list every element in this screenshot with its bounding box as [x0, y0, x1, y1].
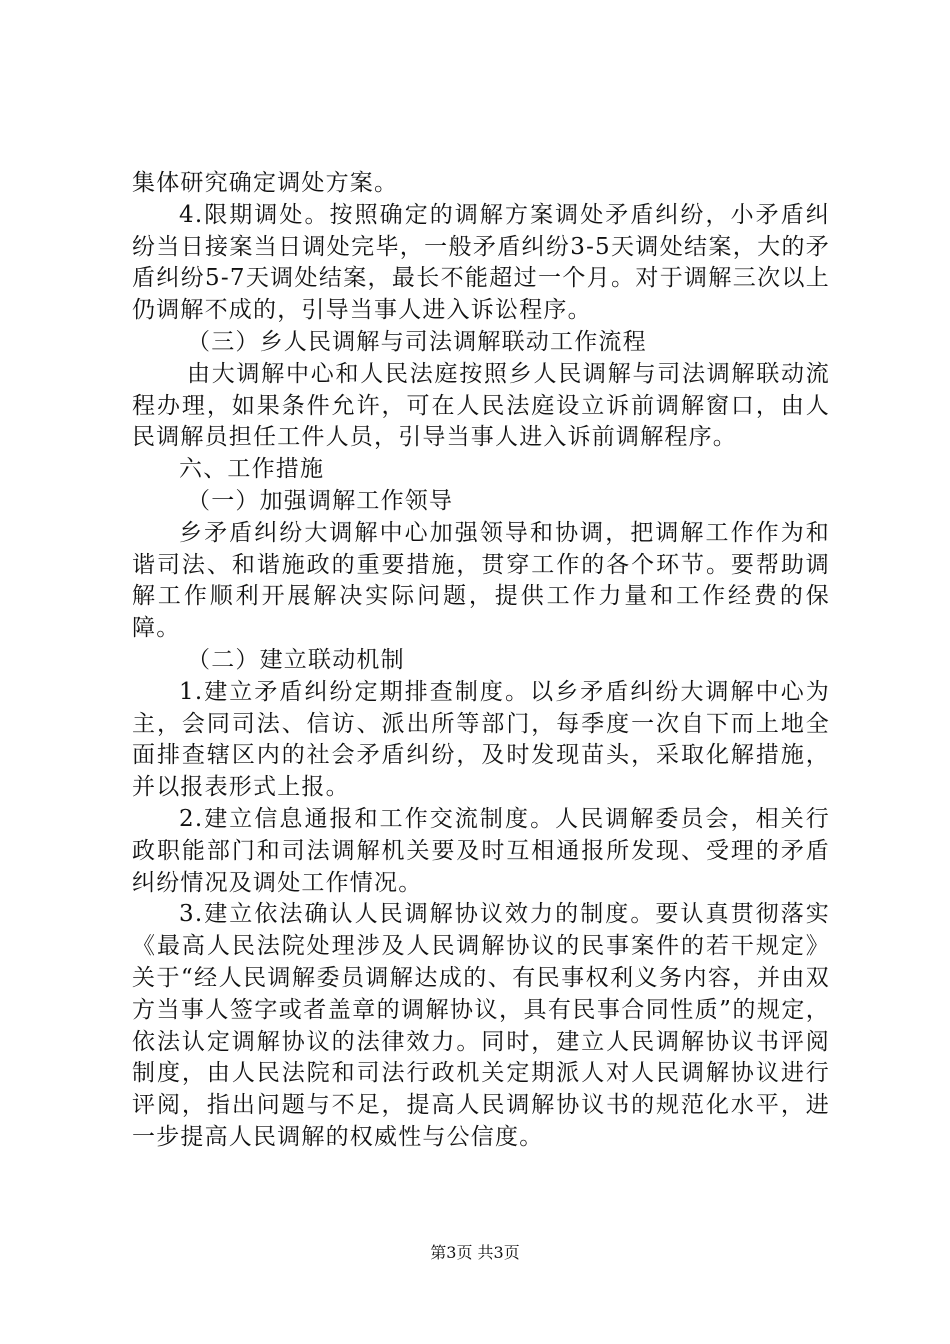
paragraph-section-3-body: 由大调解中心和人民法庭按照乡人民调解与司法调解联动流程办理，如果条件允许，可在人民法庭设立诉前调解窗口，由人民调解员担任工件人员，引导当事人进入诉前调解程序。: [132, 360, 830, 451]
paragraph-continuation: 集体研究确定调处方案。: [132, 170, 399, 196]
paragraph-item-2: 2.建立信息通报和工作交流制度。人民调解委员会，相关行政职能部门和司法调解机关要及时互相通报所发现、受理的矛盾纠纷情况及调处工作情况。: [132, 805, 830, 896]
chapter-heading-6: 六、工作措施: [179, 456, 325, 483]
section-heading-1: （一）加强调解工作领导: [187, 487, 454, 514]
paragraph-item-3: 3.建立依法确认人民调解协议效力的制度。要认真贯彻落实《最高人民法院处理涉及人民调解协议的民事案件的若干规定》关于“经人民调解委员调解达成的、有民事权利义务内容，并由双方当事人签字或者盖章的调解协议，具有民事合同性质”的规定，依法认定调解协议的法律效力。同时，建立人民调解协议书评阅制度，由人民法院和司法行政机关定期派人对人民调解协议进行评阅，指出问题与不足，提高人民调解协议书的规范化水平，进一步提高人民调解的权威性与公信度。: [132, 901, 830, 1150]
paragraph-section-1-body: 乡矛盾纠纷大调解中心加强领导和协调，把调解工作作为和谐司法、和谐施政的重要措施，贯穿工作的各个环节。要帮助调解工作顺利开展解决实际问题，提供工作力量和工作经费的保障。: [132, 519, 830, 642]
paragraph-item-1: 1.建立矛盾纠纷定期排查制度。以乡矛盾纠纷大调解中心为主，会同司法、信访、派出所等部门，每季度一次自下而上地全面排查辖区内的社会矛盾纠纷，及时发现苗头，采取化解措施，并以报表形式上报。: [132, 678, 830, 801]
section-heading-3: （三）乡人民调解与司法调解联动工作流程: [187, 328, 647, 355]
document-body: [132, 168, 830, 1154]
page-footer: [0, 1243, 950, 1263]
section-heading-2: （二）建立联动机制: [187, 646, 405, 673]
page-number: 第3页 共3页: [430, 1243, 520, 1262]
paragraph-item-4: 4.限期调处。按照确定的调解方案调处矛盾纠纷，小矛盾纠纷当日接案当日调处完毕，一般矛盾纠纷3-5天调处结案，大的矛盾纠纷5-7天调处结案，最长不能超过一个月。对于调解三次以上仍调解不成的，引导当事人进入诉讼程序。: [132, 201, 830, 324]
